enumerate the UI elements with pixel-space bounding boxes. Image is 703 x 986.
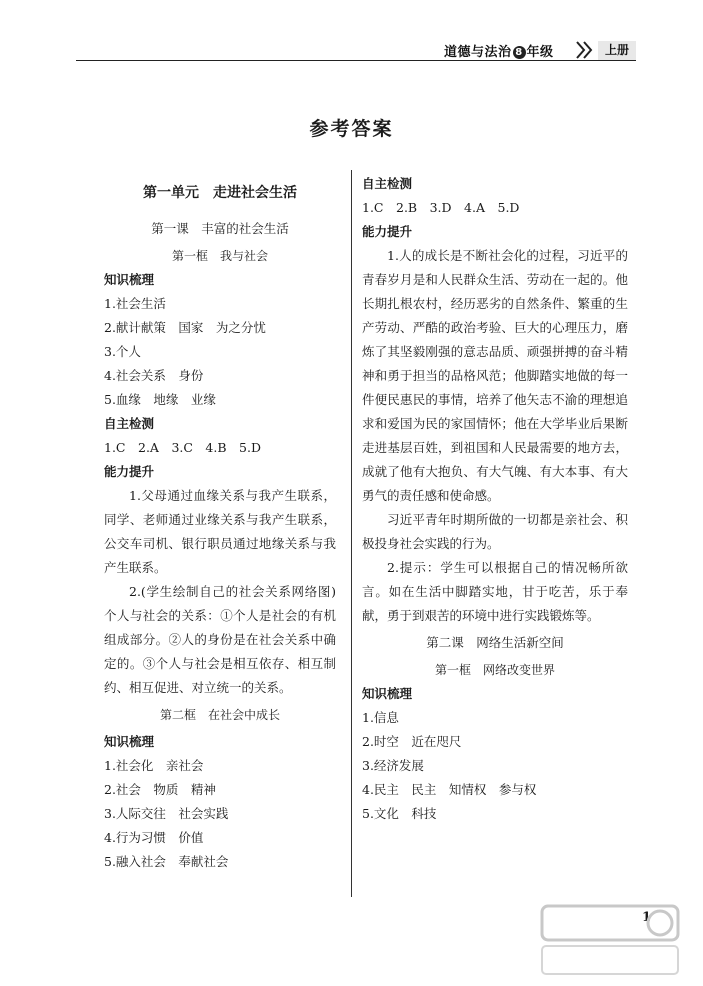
page-title: 参考答案 — [309, 118, 394, 140]
answer-line: 4.民主 民主 知情权 参与权 — [362, 782, 537, 797]
answer-line: 2.社会 物质 精神 — [104, 782, 216, 797]
section-heading: 能力提升 — [104, 464, 155, 479]
left-column — [104, 172, 336, 874]
watermark-logo-icon — [536, 900, 686, 980]
answer-line: 2.献计献策 国家 为之分忧 — [104, 320, 266, 335]
unit-heading: 第一单元 走进社会生活 — [143, 185, 297, 201]
answer-line: 5.文化 科技 — [362, 806, 437, 821]
section-heading: 能力提升 — [362, 224, 413, 239]
answer-line: 2.时空 近在咫尺 — [362, 734, 462, 749]
section-heading: 自主检测 — [362, 176, 413, 191]
answer-line: 3.人际交往 社会实践 — [104, 806, 229, 821]
answer-line: 4.社会关系 身份 — [104, 368, 204, 383]
lesson-heading: 第一课 丰富的社会生活 — [151, 221, 289, 236]
right-column — [362, 172, 628, 826]
answer-line: 1.C 2.B 3.D 4.A 5.D — [362, 200, 520, 215]
answer-line: 4.行为习惯 价值 — [104, 830, 204, 845]
answer-line: 3.个人 — [104, 344, 141, 359]
answer-paragraph: 1.父母通过血缘关系与我产生联系，同学、老师通过业缘关系与我产生联系，公交车司机、银行职员通过地缘关系与我产生联系。 — [104, 488, 336, 575]
lesson-heading: 第二课 网络生活新空间 — [426, 635, 564, 650]
answer-paragraph: 2.提示：学生可以根据自己的情况畅所欲言。如在生活中脚踏实地，甘于吃苦，乐于奉献，勇于到艰苦的环境中进行实践锻炼等。 — [362, 560, 628, 623]
header-title — [444, 41, 554, 60]
section-heading: 知识梳理 — [362, 686, 413, 701]
header-rule — [76, 60, 636, 61]
answer-line: 3.经济发展 — [362, 758, 424, 773]
answer-line: 5.血缘 地缘 业缘 — [104, 392, 216, 407]
answer-line: 1.信息 — [362, 710, 399, 725]
answer-line: 5.融入社会 奉献社会 — [104, 854, 229, 869]
grade-number-badge: 8 — [513, 46, 526, 59]
section-heading: 自主检测 — [104, 416, 155, 431]
answer-paragraph: 习近平青年时期所做的一切都是亲社会、积极投身社会实践的行为。 — [362, 512, 628, 551]
double-chevron-icon — [574, 39, 596, 61]
volume-badge: 上册 — [598, 41, 636, 60]
header-grade: 年级 — [526, 45, 554, 60]
answer-line: 1.社会生活 — [104, 296, 166, 311]
section-heading: 知识梳理 — [104, 734, 155, 749]
page-number: 1 — [642, 910, 652, 925]
header-subject: 道德与法治 — [444, 45, 512, 60]
answer-line: 1.C 2.A 3.C 4.B 5.D — [104, 440, 261, 455]
column-divider — [351, 170, 352, 897]
answer-paragraph: 1.人的成长是不断社会化的过程，习近平的青春岁月是和人民群众生活、劳动在一起的。他长期扎根农村，经历恶劣的自然条件、繁重的生产劳动、严酷的政治考验、巨大的心理压力，磨炼了其坚毅刚强的意志品质、顽强拼搏的奋斗精神和勇于担当的品格风范；他脚踏实地做的每一件便民惠民的事情，培养了他矢志不渝的理想追求和爱国为民的家国情怀；他在大学毕业后果断走进基层百姓，到祖国和人民最需要的地方去，成就了他有大抱负、有大气魄、有大本事、有大勇气的责任感和使命感。 — [362, 248, 628, 503]
answer-line: 1.社会化 亲社会 — [104, 758, 204, 773]
section-heading: 知识梳理 — [104, 272, 155, 287]
answer-paragraph: 2.(学生绘制自己的社会关系网络图)个人与社会的关系：①个人是社会的有机组成部分。②人的身份是在社会关系中确定的。③个人与社会是相互依存、相互制约、相互促进、对立统一的关系。 — [104, 584, 336, 695]
frame-heading: 第二框 在社会中成长 — [159, 708, 280, 722]
frame-heading: 第一框 网络改变世界 — [434, 663, 555, 677]
frame-heading: 第一框 我与社会 — [171, 249, 268, 263]
